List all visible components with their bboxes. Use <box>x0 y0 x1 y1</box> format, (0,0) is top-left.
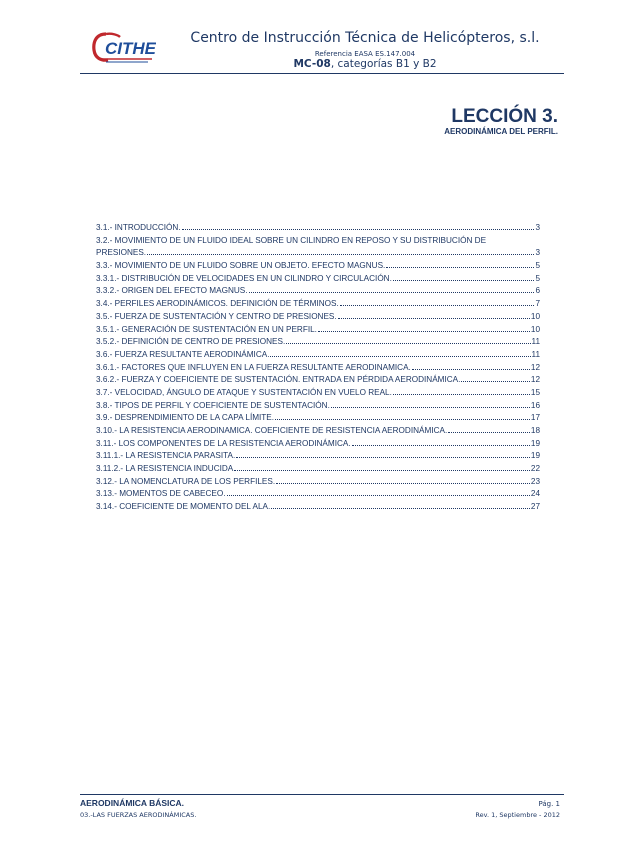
toc-entry[interactable] <box>96 285 540 298</box>
toc-entry-title: 3.5.2.- DEFINICIÓN DE CENTRO DE PRESIONES. <box>96 337 286 347</box>
toc-entry-title: 3.1.- INTRODUCCIÓN. <box>96 223 181 232</box>
toc-entry-title: 3.3.1.- DISTRIBUCIÓN DE VELOCIDADES EN UN CILINDRO Y CIRCULACIÓN. <box>96 273 392 283</box>
toc-leader-dots <box>270 356 530 357</box>
course-code: MC-08 <box>293 58 331 70</box>
toc-leader-dots <box>182 229 535 230</box>
toc-entry-page: 24 <box>530 489 540 499</box>
toc-entry-title: 3.12.- LA NOMENCLATURA DE LOS PERFILES. <box>96 476 276 486</box>
lesson-title: LECCIÓN 3. <box>451 106 558 127</box>
toc-entry-page: 6 <box>535 286 540 296</box>
toc-entry-title: 3.8.- TIPOS DE PERFIL Y COEFICIENTE DE SUSTENTACIÓN. <box>96 400 330 410</box>
toc-entry-page: 19 <box>530 451 540 461</box>
course-categories: , categorías B1 y B2 <box>330 58 437 70</box>
toc-entry-title: 3.6.- FUERZA RESULTANTE AERODINÁMICA. <box>96 349 270 359</box>
toc-entry-title: 3.5.1.- GENERACIÓN DE SUSTENTACIÓN EN UN PERFIL. <box>96 324 317 334</box>
toc-entry-title: 3.6.1.- FACTORES QUE INFLUYEN EN LA FUERZA RESULTANTE AERODINAMICA. <box>96 362 411 372</box>
lesson-subtitle: AERODINÁMICA DEL PERFIL. <box>444 127 558 136</box>
toc-entry[interactable] <box>96 501 540 514</box>
toc-leader-dots <box>461 381 529 382</box>
toc-entry[interactable] <box>96 387 540 400</box>
toc-entry[interactable] <box>96 235 540 260</box>
toc-entry-page: 7 <box>535 299 540 309</box>
toc-entry-title: 3.11.- LOS COMPONENTES DE LA RESISTENCIA AERODINÁMICA. <box>96 438 351 448</box>
table-of-contents <box>96 222 540 514</box>
toc-entry[interactable] <box>96 362 540 375</box>
toc-entry-page: 22 <box>530 464 540 474</box>
toc-entry-page: 5 <box>535 261 540 271</box>
toc-leader-dots <box>276 483 530 484</box>
toc-entry[interactable] <box>96 476 540 489</box>
toc-entry-title: 3.9.- DESPRENDIMIENTO DE LA CAPA LÍMITE. <box>96 413 275 423</box>
toc-entry-title-line1: 3.2.- MOVIMIENTO DE UN FLUIDO IDEAL SOBRE UN CILINDRO EN REPOSO Y SU DISTRIBUCIÓN DE <box>96 235 487 245</box>
toc-entry-page: 3 <box>535 223 540 232</box>
toc-entry[interactable] <box>96 488 540 501</box>
toc-entry[interactable] <box>96 400 540 413</box>
footer-chapter: 03.-LAS FUERZAS AERODINÁMICAS. <box>80 811 197 819</box>
toc-leader-dots <box>393 280 535 281</box>
toc-entry-page: 15 <box>530 387 540 397</box>
toc-entry-page: 10 <box>530 324 540 334</box>
toc-entry-title: 3.11.1.- LA RESISTENCIA PARASITA. <box>96 451 236 461</box>
toc-entry-page: 23 <box>530 476 540 486</box>
toc-entry-page: 19 <box>530 438 540 448</box>
toc-entry-title: 3.10.- LA RESISTENCIA AERODINAMICA. COEFICIENTE DE RESISTENCIA AERODINÁMICA. <box>96 426 448 435</box>
cithe-logo <box>92 28 156 66</box>
toc-entry-page: 18 <box>530 426 540 435</box>
toc-leader-dots <box>286 343 530 344</box>
toc-entry[interactable] <box>96 336 540 349</box>
toc-entry[interactable] <box>96 425 540 438</box>
toc-leader-dots <box>331 407 530 408</box>
toc-entry[interactable] <box>96 273 540 286</box>
toc-entry[interactable] <box>96 260 540 273</box>
toc-entry[interactable] <box>96 450 540 463</box>
toc-entry[interactable] <box>96 222 540 235</box>
toc-entry-page: 12 <box>530 375 540 385</box>
toc-entry-page: 5 <box>535 273 540 283</box>
toc-leader-dots <box>147 254 534 255</box>
toc-leader-dots <box>340 305 535 306</box>
toc-entry-page: 27 <box>530 502 540 512</box>
toc-leader-dots <box>386 267 534 268</box>
toc-leader-dots <box>234 470 530 471</box>
toc-leader-dots <box>275 419 530 420</box>
toc-entry-title: 3.5.- FUERZA DE SUSTENTACIÓN Y CENTRO DE PRESIONES. <box>96 311 337 321</box>
logo-text: CITHE <box>105 39 156 58</box>
toc-leader-dots <box>236 457 530 458</box>
toc-entry-title: 3.3.- MOVIMIENTO DE UN FLUIDO SOBRE UN OBJETO. EFECTO MAGNUS. <box>96 261 386 271</box>
toc-entry-title: 3.7.- VELOCIDAD, ÁNGULO DE ATAQUE Y SUSTENTACIÓN EN VUELO REAL. <box>96 387 392 397</box>
toc-entry[interactable] <box>96 298 540 311</box>
toc-leader-dots <box>412 369 530 370</box>
footer-divider <box>80 794 564 795</box>
header-divider <box>80 73 564 74</box>
footer-subject: AERODINÁMICA BÁSICA. <box>80 798 185 808</box>
toc-leader-dots <box>249 292 535 293</box>
toc-entry-page: 16 <box>530 400 540 410</box>
course-line <box>170 58 560 70</box>
institution-name: Centro de Instrucción Técnica de Helicópteros, s.l. <box>190 30 540 46</box>
toc-leader-dots <box>352 445 530 446</box>
toc-leader-dots <box>393 394 530 395</box>
toc-entry[interactable] <box>96 349 540 362</box>
footer-revision: Rev. 1, Septiembre - 2012 <box>475 811 560 819</box>
toc-entry[interactable] <box>96 374 540 387</box>
toc-entry-title: 3.3.2.- ORIGEN DEL EFECTO MAGNUS. <box>96 286 248 296</box>
toc-entry-page: 11 <box>531 349 540 359</box>
toc-entry[interactable] <box>96 311 540 324</box>
toc-leader-dots <box>338 318 530 319</box>
toc-entry[interactable] <box>96 412 540 425</box>
toc-entry-page: 11 <box>531 337 540 347</box>
toc-entry-title: 3.4.- PERFILES AERODINÁMICOS. DEFINICIÓN DE TÉRMINOS. <box>96 299 339 309</box>
easa-reference: Referencia EASA ES.147.004 <box>314 50 416 58</box>
toc-entry-title: 3.6.2.- FUERZA Y COEFICIENTE DE SUSTENTACIÓN. ENTRADA EN PÉRDIDA AERODINÁMICA. <box>96 375 461 385</box>
toc-entry-title: 3.14.- COEFICIENTE DE MOMENTO DEL ALA. <box>96 502 271 512</box>
toc-leader-dots <box>448 432 530 433</box>
toc-entry[interactable] <box>96 438 540 451</box>
toc-entry-title: 3.13.- MOMENTOS DE CABECEO. <box>96 489 226 499</box>
toc-leader-dots <box>271 508 530 509</box>
toc-entry-page: 17 <box>530 413 540 423</box>
toc-leader-dots <box>318 331 530 332</box>
toc-entry-page: 10 <box>530 311 540 321</box>
footer-page-number: Pág. 1 <box>538 800 560 808</box>
toc-entry[interactable] <box>96 324 540 337</box>
toc-entry-title: 3.11.2.- LA RESISTENCIA INDUCIDA <box>96 464 234 474</box>
toc-entry-page: 12 <box>530 362 540 372</box>
toc-entry-title: PRESIONES. <box>96 248 147 258</box>
toc-entry-page: 3 <box>535 248 540 258</box>
toc-entry[interactable] <box>96 463 540 476</box>
toc-leader-dots <box>227 495 530 496</box>
